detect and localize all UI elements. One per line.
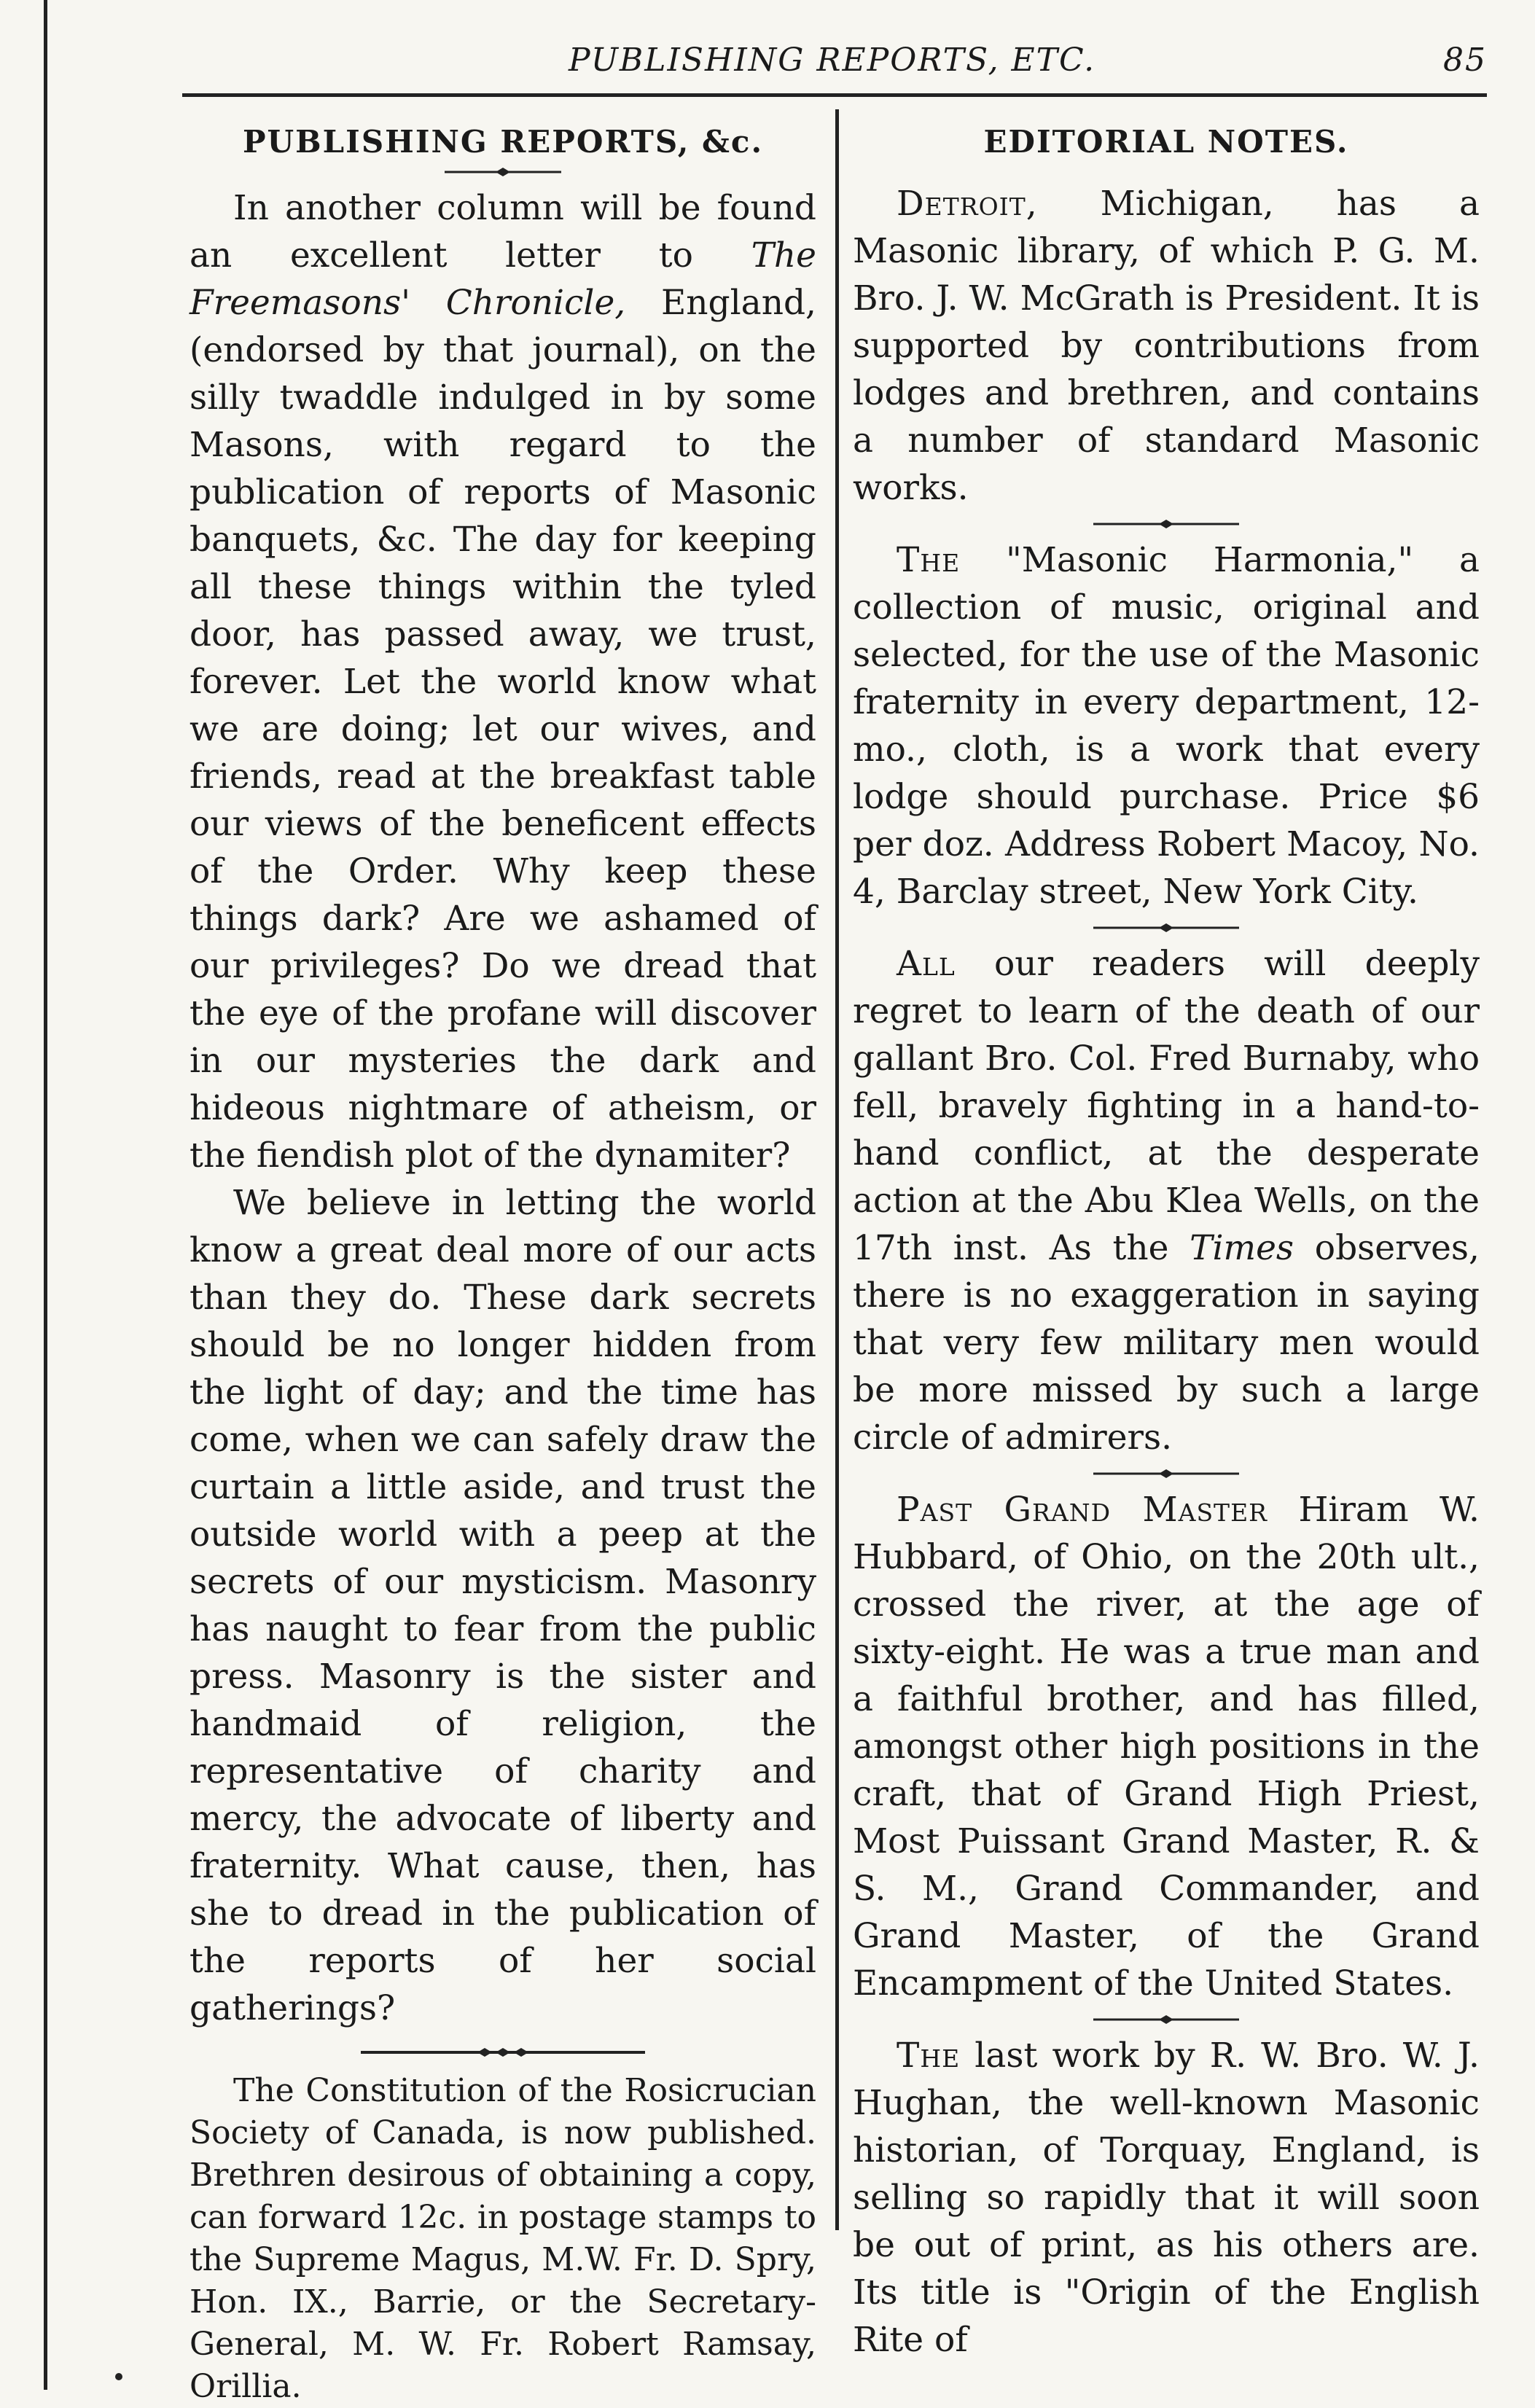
- right-column: [853, 117, 1480, 2364]
- left-column: [190, 117, 816, 2408]
- page-number: 85: [1443, 42, 1487, 79]
- running-head: [182, 28, 1487, 79]
- page-margin-rule: [44, 0, 47, 2390]
- note-separator: [853, 519, 1480, 529]
- heading-ornament: [190, 167, 816, 177]
- editorial-note-hubbard: Past Grand Master Hiram W. Hubbard, of Ohio, on the 20th ult., crossed the river, at the age of sixty-eight. He was a true man and a faithful brother, and has filled, amongst other high positions in the craft, that of Grand High Priest, Most Puissant Grand Master, R. & S. M., Grand Commander, and Grand Master, of the Grand Encampment of the United States.: [853, 1490, 1480, 2004]
- section-heading-publishing-reports: PUBLISHING REPORTS, &c.: [242, 124, 764, 160]
- section-heading-editorial-notes: EDITORIAL NOTES.: [983, 124, 1349, 160]
- editorial-note-detroit: Detroit, Michigan, has a Masonic library, of which P. G. M. Bro. J. W. McGrath is President. It is supported by contributions from lodges and brethren, and contains a number of standard Masonic works.: [853, 184, 1480, 508]
- note-separator: [853, 923, 1480, 933]
- article-paragraph-1: In another column will be found an excellent letter to The Freemasons' Chronicle, England, (endorsed by that journal), on the silly twaddle indulged in by some Masons, with regard to the publication of reports of Masonic banquets, &c. The day for keeping all these things within the tyled door, has passed away, we trust, forever. Let the world know what we are doing; let our wives, and friends, read at the breakfast table our views of the beneficent effects of the Order. Why keep these things dark? Are we ashamed of our privileges? Do we dread that the eye of the profane will discover in our mysteries the dark and hideous nightmare of atheism, or the fiendish plot of the dynamiter?: [190, 188, 816, 1176]
- section-separator: [190, 2047, 816, 2058]
- article-paragraph-2: We believe in letting the world know a great deal more of our acts than they do. These dark secrets should be no longer hidden from the light of day; and the time has come, when we can safely draw the curtain a little aside, and trust the outside world with a peep at the secrets of our mysticism. Masonry has naught to fear from the public press. Masonry is the sister and handmaid of religion, the representative of charity and mercy, the advocate of liberty and fraternity. What cause, then, has she to dread in the publication of the reports of her social gatherings?: [190, 1183, 816, 2028]
- notice-rosicrucian-constitution: The Constitution of the Rosicrucian Society of Canada, is now published. Brethren desirous of obtaining a copy, can forward 12c. in postage stamps to the Supreme Magus, M.W. Fr. D. Spry, Hon. IX., Barrie, or the Secretary-General, M. W. Fr. Robert Ramsay, Orillia.: [190, 2072, 816, 2405]
- note-separator: [853, 2014, 1480, 2025]
- editorial-note-harmonia: The "Masonic Harmonia," a collection of music, original and selected, for the use of the Masonic fraternity in every department, 12-mo., cloth, is a work that every lodge should purchase. Price $6 per doz. Address Robert Macoy, No. 4, Barclay street, New York City.: [853, 540, 1480, 912]
- print-speck: [115, 2373, 122, 2380]
- note-separator: [853, 1469, 1480, 1479]
- column-divider: [835, 109, 839, 2230]
- header-rule: [182, 93, 1487, 97]
- running-head-title: PUBLISHING REPORTS, ETC.: [569, 42, 1096, 79]
- editorial-note-burnaby: All our readers will deeply regret to learn of the death of our gallant Bro. Col. Fred Burnaby, who fell, bravely fighting in a hand-to-hand conflict, at the desperate action at the Abu Klea Wells, on the 17th inst. As the Times observes, there is no exaggeration in saying that very few military men would be more missed by such a large circle of admirers.: [853, 944, 1480, 1458]
- editorial-note-hughan: The last work by R. W. Bro. W. J. Hughan, the well-known Masonic historian, of Torquay, England, is selling so rapidly that it will soon be out of print, as his others are. Its title is "Origin of the English Rite of: [853, 2036, 1480, 2360]
